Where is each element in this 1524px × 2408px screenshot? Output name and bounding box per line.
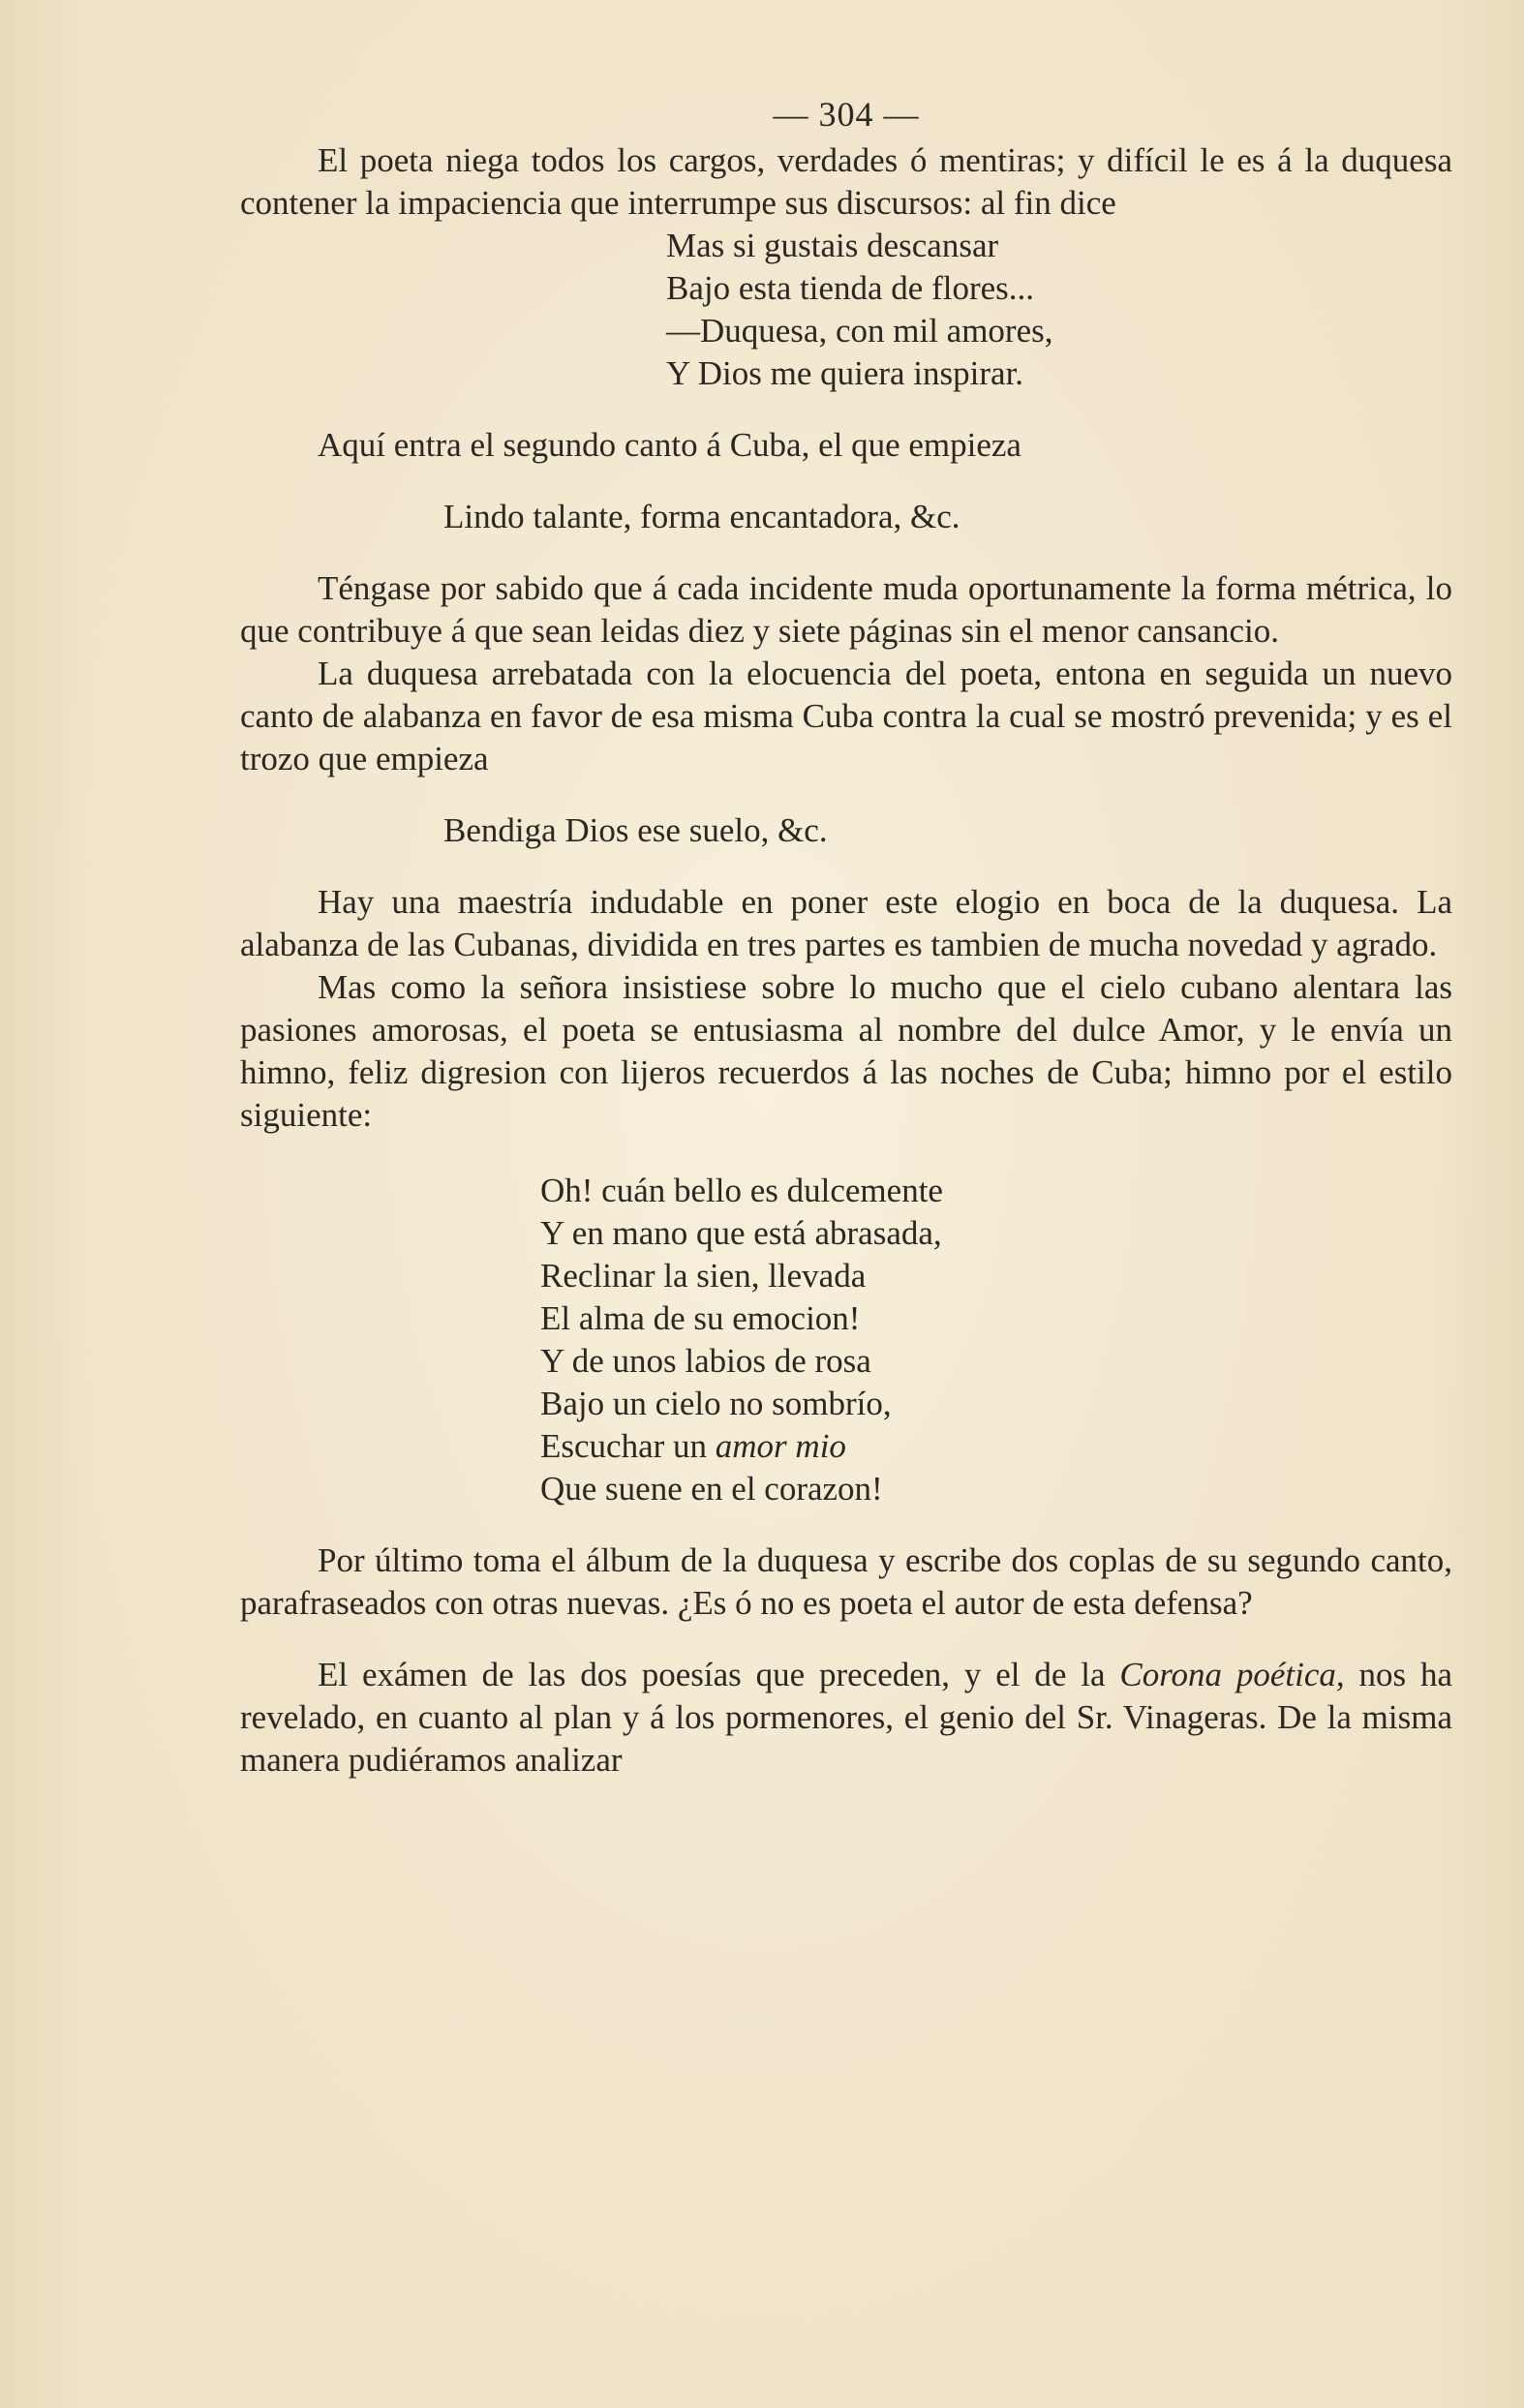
quote-bendiga-dios: Bendiga Dios ese suelo, &c. [443,811,828,849]
verse-2-line-2: Y en mano que está abrasada, [540,1214,942,1252]
paragraph-8-italic-title: Corona poética [1119,1656,1336,1693]
paragraph-8-end: , nos ha revelado, en cuanto al plan y á los pormenores, el genio del Sr. Vinageras. De la misma manera pudiéramos analizar [240,1656,1453,1779]
paragraph-5: Hay una maestría indudable en poner este elogio en boca de la duquesa. La alabanza de las Cubanas, dividida en tres partes es tambien de mucha novedad y agrado. [240,883,1452,963]
paragraph-4: La duquesa arrebatada con la elocuencia del poeta, entona en seguida un nuevo canto de alabanza en favor de esa misma Cuba contra la cual se mostró prevenida; y es el trozo que empieza [240,655,1452,777]
paragraph-8-start: El exámen de las dos poesías que preceden, y el de la [318,1656,1120,1693]
verse-2-line-5: Y de unos labios de rosa [540,1342,871,1380]
verse-1-line-1: Mas si gustais descansar [666,227,999,264]
verse-1-line-2: Bajo esta tienda de flores... [666,269,1035,307]
paragraph-8 [240,1654,1452,1782]
page-number: — 304 — [773,95,920,134]
page-text-block [240,93,1452,1782]
paragraph-3: Téngase por sabido que á cada incidente muda oportunamente la forma métrica, lo que contribuye á que sean leidas diez y siete páginas sin el menor cansancio. [240,569,1452,650]
paragraph-2: Aquí entra el segundo canto á Cuba, el que empieza [318,426,1021,464]
verse-1-line-4: Y Dios me quiera inspirar. [666,354,1024,392]
paragraph-1: El poeta niega todos los cargos, verdades ó mentiras; y difícil le es á la duquesa contener la impaciencia que interrumpe sus discursos: al fin dice [240,141,1452,222]
verse-2-line-7-text: Escuchar un [540,1427,716,1465]
paragraph-7: Por último toma el álbum de la duquesa y escribe dos coplas de su segundo canto, parafraseados con otras nuevas. ¿Es ó no es poeta el autor de esta defensa? [240,1541,1452,1622]
quote-lindo-talante: Lindo talante, forma encantadora, &c. [443,498,960,535]
verse-2-line-6: Bajo un cielo no sombrío, [540,1385,892,1422]
verse-block-2 [240,1170,1452,1510]
verse-2-italic-phrase: amor mio [715,1427,846,1465]
paragraph-6: Mas como la señora insistiese sobre lo mucho que el cielo cubano alentara las pasiones amorosas, el poeta se entusiasma al nombre del dulce Amor, y le envía un himno, feliz digresion con lijeros recuerdos á las noches de Cuba; himno por el estilo siguiente: [240,968,1452,1134]
verse-2-line-3: Reclinar la sien, llevada [540,1257,867,1295]
verse-2-line-4: El alma de su emocion! [540,1299,861,1337]
verse-2-line-1: Oh! cuán bello es dulcemente [540,1172,943,1209]
verse-block-1 [240,225,1452,395]
verse-2-line-7 [540,1425,1452,1468]
verse-1-line-3: —Duquesa, con mil amores, [666,312,1053,350]
verse-2-line-8: Que suene en el corazon! [540,1470,883,1508]
